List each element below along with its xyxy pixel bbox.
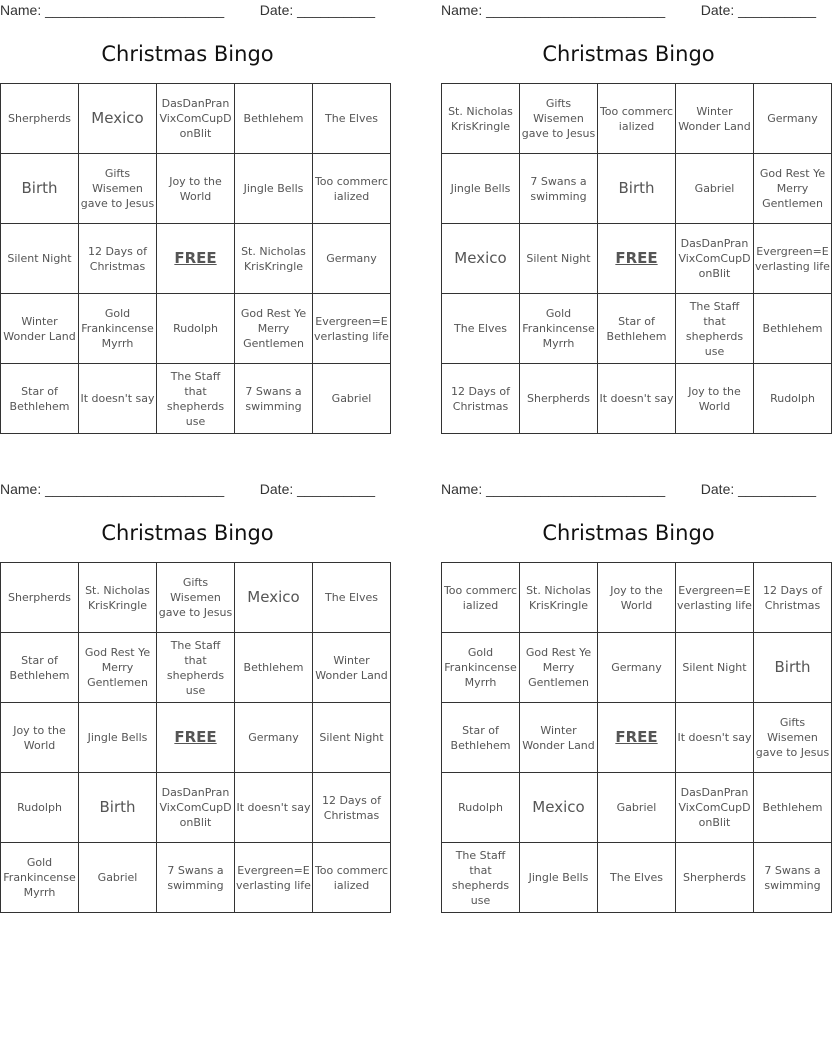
bingo-cell: Jingle Bells [520, 843, 598, 913]
date-field-label: Date: __________ [259, 2, 375, 18]
bingo-cell: Germany [598, 633, 676, 703]
bingo-cell: Sherpherds [676, 843, 754, 913]
bingo-cell: St. Nicholas KrisKringle [442, 84, 520, 154]
bingo-row [442, 84, 832, 154]
bingo-cell: Gifts Wisemen gave to Jesus [79, 154, 157, 224]
date-field-label: Date: __________ [700, 481, 816, 497]
bingo-cell: Evergreen=Everlasting life [313, 294, 391, 364]
bingo-cell: DasDanPranVixComCupDonBlit [676, 224, 754, 294]
bingo-cell: The Elves [313, 84, 391, 154]
name-field-label: Name: _______________________ [441, 481, 666, 497]
bingo-cell: Rudolph [754, 364, 832, 434]
bingo-cell: Too commercialized [442, 563, 520, 633]
bingo-cell: Rudolph [157, 294, 235, 364]
bingo-cell: Gifts Wisemen gave to Jesus [520, 84, 598, 154]
bingo-cell: Star of Bethlehem [598, 294, 676, 364]
bingo-cell: Mexico [79, 84, 157, 154]
bingo-row [442, 563, 832, 633]
bingo-cell: Rudolph [442, 773, 520, 843]
bingo-cell: Winter Wonder Land [520, 703, 598, 773]
name-date-line [0, 481, 375, 499]
bingo-cell: Too commercialized [313, 843, 391, 913]
bingo-cell: The Staff that shepherds use [676, 294, 754, 364]
bingo-row [1, 563, 391, 633]
bingo-grid [0, 562, 391, 913]
free-space-cell: FREE [598, 703, 676, 773]
bingo-cell: Gold Frankincense Myrrh [442, 633, 520, 703]
bingo-cell: Joy to the World [676, 364, 754, 434]
name-date-line [441, 481, 816, 499]
bingo-cell: Evergreen=Everlasting life [754, 224, 832, 294]
bingo-cell: DasDanPranVixComCupDonBlit [157, 773, 235, 843]
bingo-row [1, 364, 391, 434]
bingo-cell: 7 Swans a swimming [235, 364, 313, 434]
bingo-cell: It doesn't say [598, 364, 676, 434]
bingo-cell: Star of Bethlehem [442, 703, 520, 773]
bingo-cell: Winter Wonder Land [676, 84, 754, 154]
bingo-cell: Winter Wonder Land [1, 294, 79, 364]
bingo-cell: Silent Night [1, 224, 79, 294]
bingo-cell: Gold Frankincense Myrrh [79, 294, 157, 364]
name-field-label: Name: _______________________ [0, 2, 225, 18]
bingo-grid [0, 83, 391, 434]
bingo-cell: Gabriel [79, 843, 157, 913]
bingo-cell: Mexico [520, 773, 598, 843]
bingo-cell: DasDanPranVixComCupDonBlit [157, 84, 235, 154]
bingo-cell: Too commercialized [598, 84, 676, 154]
bingo-cell: Birth [1, 154, 79, 224]
bingo-row [442, 843, 832, 913]
name-date-line [441, 2, 816, 20]
card-title: Christmas Bingo [101, 521, 274, 545]
bingo-cell: Joy to the World [157, 154, 235, 224]
bingo-cell: St. Nicholas KrisKringle [79, 563, 157, 633]
bingo-cell: Evergreen=Everlasting life [676, 563, 754, 633]
card-title: Christmas Bingo [101, 42, 274, 66]
bingo-cell: 12 Days of Christmas [442, 364, 520, 434]
bingo-cell: Birth [79, 773, 157, 843]
name-field-label: Name: _______________________ [0, 481, 225, 497]
bingo-cell: 7 Swans a swimming [520, 154, 598, 224]
bingo-cell: The Staff that shepherds use [157, 364, 235, 434]
bingo-row [1, 843, 391, 913]
bingo-cell: Gold Frankincense Myrrh [520, 294, 598, 364]
name-field-label: Name: _______________________ [441, 2, 666, 18]
bingo-cell: God Rest Ye Merry Gentlemen [235, 294, 313, 364]
bingo-cell: Mexico [235, 563, 313, 633]
bingo-cell: Birth [598, 154, 676, 224]
free-space-cell: FREE [157, 703, 235, 773]
bingo-cell: St. Nicholas KrisKringle [235, 224, 313, 294]
bingo-cell: Bethlehem [754, 294, 832, 364]
bingo-cell: The Staff that shepherds use [157, 633, 235, 703]
bingo-cell: 7 Swans a swimming [157, 843, 235, 913]
bingo-row [1, 703, 391, 773]
card-title: Christmas Bingo [542, 42, 715, 66]
bingo-row [1, 294, 391, 364]
bingo-grid [441, 562, 832, 913]
bingo-cell: The Elves [598, 843, 676, 913]
bingo-row [442, 773, 832, 843]
date-field-label: Date: __________ [259, 481, 375, 497]
bingo-cell: It doesn't say [676, 703, 754, 773]
bingo-cell: Birth [754, 633, 832, 703]
bingo-cell: 7 Swans a swimming [754, 843, 832, 913]
bingo-row [1, 633, 391, 703]
bingo-cell: Joy to the World [1, 703, 79, 773]
bingo-cell: Joy to the World [598, 563, 676, 633]
bingo-cell: St. Nicholas KrisKringle [520, 563, 598, 633]
bingo-row [1, 224, 391, 294]
name-date-line [0, 2, 375, 20]
bingo-row [442, 633, 832, 703]
bingo-cell: Jingle Bells [79, 703, 157, 773]
bingo-cell: God Rest Ye Merry Gentlemen [79, 633, 157, 703]
bingo-cell: It doesn't say [235, 773, 313, 843]
date-field-label: Date: __________ [700, 2, 816, 18]
bingo-cell: The Elves [313, 563, 391, 633]
bingo-row [442, 364, 832, 434]
bingo-cell: Bethlehem [754, 773, 832, 843]
bingo-cell: Gabriel [676, 154, 754, 224]
bingo-grid [441, 83, 832, 434]
bingo-cell: Bethlehem [235, 84, 313, 154]
bingo-row [442, 703, 832, 773]
bingo-cell: Gifts Wisemen gave to Jesus [157, 563, 235, 633]
bingo-cell: Germany [313, 224, 391, 294]
bingo-cell: Sherpherds [1, 563, 79, 633]
bingo-cell: Germany [754, 84, 832, 154]
bingo-cell: It doesn't say [79, 364, 157, 434]
card-title: Christmas Bingo [542, 521, 715, 545]
bingo-cell: Jingle Bells [235, 154, 313, 224]
free-space-cell: FREE [598, 224, 676, 294]
bingo-cell: Star of Bethlehem [1, 633, 79, 703]
bingo-cell: Sherpherds [520, 364, 598, 434]
bingo-cell: Too commercialized [313, 154, 391, 224]
bingo-row [1, 84, 391, 154]
bingo-cell: Gifts Wisemen gave to Jesus [754, 703, 832, 773]
bingo-row [442, 224, 832, 294]
bingo-cell: God Rest Ye Merry Gentlemen [520, 633, 598, 703]
bingo-cell: Winter Wonder Land [313, 633, 391, 703]
bingo-cell: 12 Days of Christmas [79, 224, 157, 294]
bingo-cell: Bethlehem [235, 633, 313, 703]
bingo-cell: 12 Days of Christmas [313, 773, 391, 843]
bingo-cell: Star of Bethlehem [1, 364, 79, 434]
bingo-row [1, 154, 391, 224]
bingo-row [442, 154, 832, 224]
bingo-cell: Germany [235, 703, 313, 773]
bingo-cell: Silent Night [676, 633, 754, 703]
bingo-cell: Silent Night [313, 703, 391, 773]
bingo-cell: Mexico [442, 224, 520, 294]
bingo-cell: The Elves [442, 294, 520, 364]
bingo-cell: Gabriel [598, 773, 676, 843]
bingo-cell: God Rest Ye Merry Gentlemen [754, 154, 832, 224]
bingo-cell: Sherpherds [1, 84, 79, 154]
bingo-cell: Evergreen=Everlasting life [235, 843, 313, 913]
bingo-cell: 12 Days of Christmas [754, 563, 832, 633]
bingo-row [1, 773, 391, 843]
bingo-cell: Gold Frankincense Myrrh [1, 843, 79, 913]
bingo-cell: The Staff that shepherds use [442, 843, 520, 913]
bingo-row [442, 294, 832, 364]
bingo-cell: Silent Night [520, 224, 598, 294]
bingo-cell: DasDanPranVixComCupDonBlit [676, 773, 754, 843]
bingo-cell: Rudolph [1, 773, 79, 843]
free-space-cell: FREE [157, 224, 235, 294]
bingo-cell: Jingle Bells [442, 154, 520, 224]
bingo-cell: Gabriel [313, 364, 391, 434]
